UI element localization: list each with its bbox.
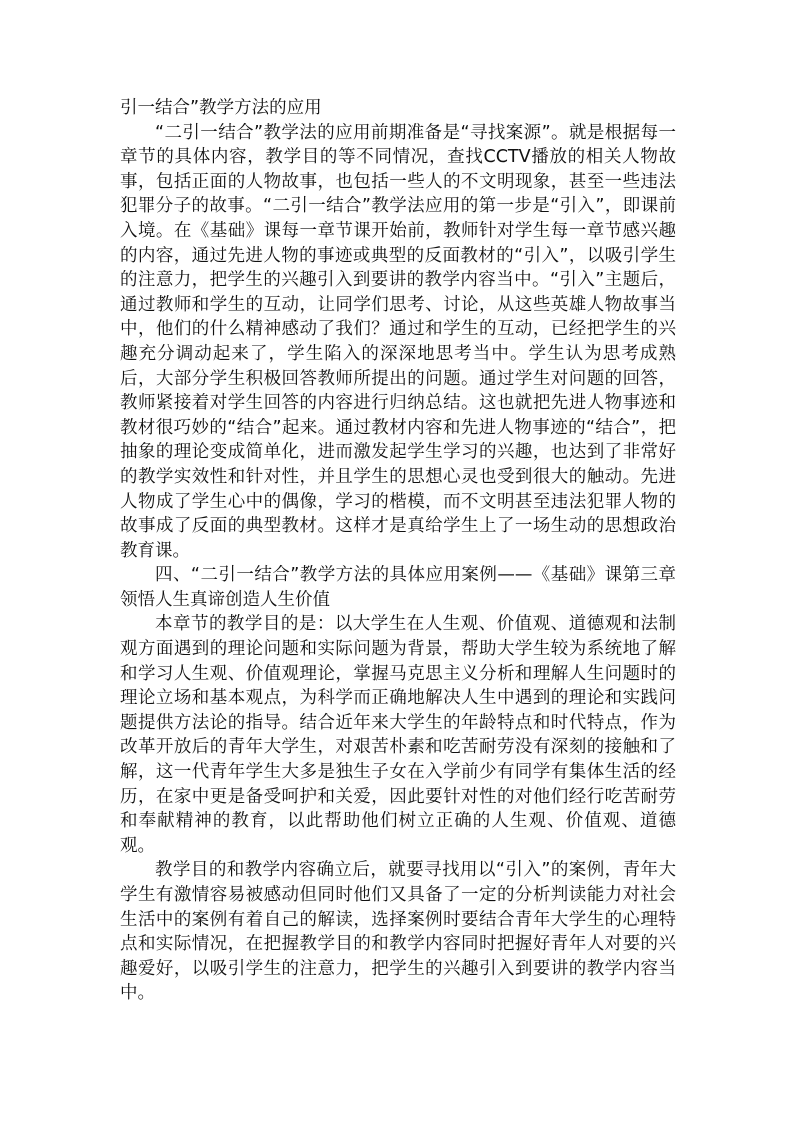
paragraph-application-steps: “二引一结合”教学法的应用前期准备是“寻找案源”。就是根据每一章节的具体内容，教学目的等不同情况，查找CCTV播放的相关人物故事，包括正面的人物故事，也包括一些人的不文明现象，甚至一些违法犯罪分子的故事。“二引一结合”教学法应用的第一步是“引入”，即课前入境。在《基础》课每一章节课开始前，教师针对学生每一章节感兴趣的内容，通过先进人物的事迹或典型的反面教材的“引入”，以吸引学生的注意力，把学生的兴趣引入到要讲的教学内容当中。“引入”主题后，通过教师和学生的互动，让同学们思考、讨论，从这些英雄人物故事当中，他们的什么精神感动了我们？通过和学生的互动，已经把学生的兴趣充分调动起来了，学生陷入的深深地思考当中。学生认为思考成熟后，大部分学生积极回答教师所提出的问题。通过学生对问题的回答，教师紧接着对学生回答的内容进行归纳总结。这也就把先进人物事迹和教材很巧妙的“结合”起来。通过教材内容和先进人物事迹的“结合”，把抽象的理论变成简单化，进而激发起学生学习的兴趣，也达到了非常好的教学实效性和针对性，并且学生的思想心灵也受到很大的触动。先进人物成了学生心中的偶像，学习的楷模，而不文明甚至违法犯罪人物的故事成了反面的典型教材。这样才是真给学生上了一场生动的思想政治教育课。 xyxy=(120,122,676,561)
paragraph-teaching-goals: 本章节的教学目的是：以大学生在人生观、价值观、道德观和法制观方面遇到的理论问题和实际问题为背景，帮助大学生较为系统地了解和学习人生观、价值观理论，掌握马克思主义分析和理解人生问题时的理论立场和基本观点，为科学而正确地解决人生中遇到的理论和实践问题提供方法论的指导。结合近年来大学生的年龄特点和时代特点，作为改革开放后的青年大学生，对艰苦朴素和吃苦耐劳没有深刻的接触和了解，这一代青年学生大多是独生子女在入学前少有同学有集体生活的经历，在家中更是备受呵护和关爱，因此要针对性的对他们经行吃苦耐劳和奉献精神的教育，以此帮助他们树立正确的人生观、价值观、道德观。 xyxy=(120,614,676,856)
document-page xyxy=(120,96,676,1006)
section-heading-fragment: 引一结合”教学方法的应用 xyxy=(120,98,322,118)
paragraph-case-selection: 教学目的和教学内容确立后，就要寻找用以“引入”的案例，青年大学生有激情容易被感动但同时他们又具备了一定的分析判读能力对社会生活中的案例有着自己的解读，选择案例时要结合青年大学生的心理特点和实际情况，在把握教学目的和教学内容同时把握好青年人对要的兴趣爱好，以吸引学生的注意力，把学生的兴趣引入到要讲的教学内容当中。 xyxy=(120,860,676,1004)
section-heading-case-study: 四、“二引一结合”教学方法的具体应用案例——《基础》课第三章领悟人生真谛创造人生价值 xyxy=(120,565,676,610)
